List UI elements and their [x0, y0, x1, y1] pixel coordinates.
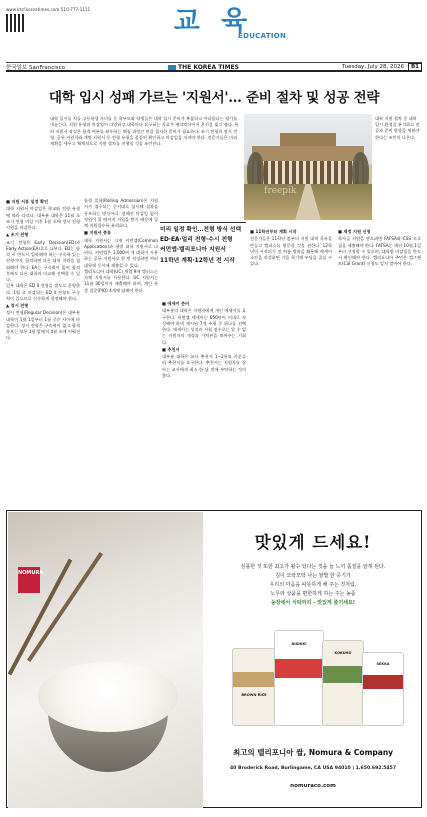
page-number: B1: [408, 63, 422, 71]
bag-band: [233, 672, 275, 687]
photo-caption: 대학 지원 절차 중 대학 입시 환경을 분석하고 전공과 준비 방향을 세워야 한다는 조언이 나온다.: [375, 116, 420, 140]
paragraph: 일부 대학은 ED II 전형을 별도로 운영한다. 1월 초 마감되는 ED II 전형도 구속력이 있으므로 신중하게 결정해야 한다.: [6, 283, 80, 301]
ad-title: 맛있게 드세요!: [254, 533, 372, 552]
rice-bag: [322, 640, 364, 726]
section-heading: ■ 11학년부터 계획 시작: [250, 229, 297, 234]
pullquote-line: 11학년 계획·12학년 전 시작: [160, 257, 235, 264]
ad-body-line: 농장에서 식탁까지 – 맛있게 즐기세요!: [270, 600, 356, 606]
rice-icon: [38, 662, 178, 732]
section-heading: ■ 추천서: [162, 346, 180, 352]
bag-label: SEKKA: [376, 661, 390, 666]
paragraph: 전문가들은 11학년 봄부터 지원 대학 목록을 만들고 캠퍼스를 방문할 것을 권한다. 12학년이 시작되기 전 여름 방학을 활용해 에세이 초안을 작성하면 가을 학기에 부담을 줄일 수 있다.: [250, 236, 332, 267]
paragraph: 조기 전형은 Early Decision(ED)과 Early Action(EA)으로 나뉜다. ED는 합격 시 반드시 입학해야 하는 구속력 있는 전형이며, 합격하면 다른 대학 지원을 철회해야 한다. EA는 구속력이 없어 합격 후에도 다른 대학과 비교해 선택할 수 있다.: [6, 239, 80, 282]
photo-watermark: freepik: [264, 186, 297, 196]
paragraph: 대학 지원서 마감일은 학교와 전형 유형에 따라 다르다. 대부분 대학은 11월 초 조기 전형 마감 이후 1월 초에 정시 전형 지원을 마감한다.: [6, 206, 80, 230]
section-heading: ■ 지원서 종류: [84, 230, 112, 236]
section-heading: ■ 재정 지원 신청: [338, 229, 371, 234]
paper-name: [168, 64, 239, 71]
section-heading: ▲ 정시 전형: [6, 303, 29, 308]
masthead-subtitle: EDUCATION: [238, 32, 287, 40]
masthead-title: 교 육: [173, 6, 254, 37]
paragraph: 학자금 지원을 받으려면 FAFSA와 CSS 프로필을 제출해야 한다. FAFSA는 매년 10월 1일부터 신청할 수 있으며, 대학별 마감일을 반드시 확인해야 한다. 캘리포니아 주민은 캘그랜트(Cal Grant) 신청도 잊지 말아야 한다.: [338, 236, 421, 267]
header-url: www.ktsf.koreatimes.com 510-777-1111: [6, 7, 91, 12]
bag-label: KOKUHO: [334, 651, 352, 656]
bag-band: [275, 659, 323, 678]
dateline: [6, 62, 422, 72]
ad-body-line: 심플한 것 또한 최고가 될수 있다는 것을 늘 느끼 품질을 알게 된다.: [240, 564, 386, 570]
ad-company: 최고의 텔리포니아 쌀, Nomura & Company: [232, 748, 394, 757]
pullquote: [160, 222, 246, 266]
pullquote-line: ED·EA·얼리 전형·수시 전형: [160, 237, 233, 244]
article-column-4: [250, 228, 332, 268]
ad-product-bags: [232, 621, 402, 726]
article-photo: [244, 114, 372, 220]
bag-band: [363, 675, 403, 689]
photo-columns: [254, 161, 362, 184]
paragraph: 롤링 입학(Rolling Admission)은 지원서가 접수되는 순서대로 심사해 결과를 통보하는 방식이다. 정해진 마감일 없이 정원이 찰 때까지 지원을 받기 때문에 일찍 지원할수록 유리하다.: [84, 198, 158, 228]
section-heading: ■ 지원 서류 일정 확인: [6, 199, 49, 204]
ad-address: 40 Broderick Road, Burlingame, CA USA 94010 | 1.650.692.5457: [229, 766, 397, 771]
ad-brand-logo: NOMURA: [18, 567, 40, 593]
rice-bag: [232, 648, 276, 726]
pullquote-line: 커먼앱·캘리포니아 지원서: [160, 247, 226, 254]
paragraph: 정시 전형(Regular Decision)은 대부분 대학이 1월 1일부터 1월 중순 사이에 마감한다. 정시 전형은 구속력이 없고 합격 통보는 보통 3월 말에서 4월 초에 이뤄진다.: [6, 310, 80, 341]
ad-body-line: 김이 모락모락 나는 쌀밥 한 공기가: [275, 573, 351, 579]
bag-label: BROWN RICE: [241, 693, 267, 698]
ad-website-link[interactable]: nomuraco.com: [290, 783, 336, 789]
pullquote-line: 미리 일정 확인…전형 방식 선택: [160, 227, 242, 233]
bag-label: NISHIKI: [291, 642, 307, 647]
paragraph: 대부분의 대학은 지원자에게 개인 에세이를 요구한다. 커먼앱 에세이는 650단어 이내로 작성해야 하며 제시된 7개 주제 중 하나를 선택한다. 에세이는 성적과 시험 점수로는 알 수 없는 지원자의 개성과 가치관을 보여주는 기회다.: [162, 308, 246, 345]
article-column-3: [162, 300, 246, 379]
article-column-1: [6, 198, 80, 342]
ad-rice-photo: [8, 512, 203, 808]
rice-bag: [362, 652, 404, 726]
rice-bag: [274, 630, 324, 726]
paragraph: 캘리포니아 대학(UC) 계열 9개 캠퍼스는 자체 지원서를 사용한다. UC 지원서는 11월 30일까지 제출해야 하며, 개인 통찰 질문(PIQ) 4개에 답해야 한다.: [84, 268, 158, 293]
date-and-page: [342, 63, 422, 71]
issue-date: Tuesday, July 28, 2026: [341, 64, 404, 70]
bag-band: [323, 666, 363, 683]
paragraph: 대학 지원서는 크게 커먼앱(Common Application)과 개별 대학 지원서로 나뉜다. 커먼앱은 1,000여 개 대학이 사용하는 공통 지원서로 한 번 작성하면 여러 대학에 동시에 제출할 수 있다.: [84, 237, 158, 268]
article-column-5: [338, 228, 421, 268]
section-heading: ■ 에세이 준비: [162, 301, 190, 306]
article-lede: 대학 입시를 치를 고등학생 자녀를 둔 학부모와 학생들은 대학 입시 준비가 복잡하고 까다롭다는 평가를 내놓는다. 지원 유형과 마감일이 다양하고 대학마다 요구하는 자료가 제각각이어서 혼선을 빚기 쉽다. 특히 지원서 작성은 합격 여부를 좌우하는 핵심 과정인 만큼 철저한 준비가 필요하다. 조기 전형과 정시 전형, 공통 지원서와 개별 지원서 등 전형 유형을 꼼꼼히 확인하고 마감일을 지켜야 한다. 전문가들은 미리 계획을 세우고 체계적으로 지원 절차를 진행할 것을 조언한다.: [50, 116, 239, 147]
paper-name-text: THE KOREA TIMES: [178, 63, 239, 71]
edition-label: 한국일보 SanFrancisco: [6, 65, 66, 71]
paragraph: 대부분 대학은 교사 추천서 1~2통과 카운슬러 추천서를 요구한다. 추천서는 지원자를 잘 아는 교사에게 최소 한 달 전에 부탁하는 것이 좋다.: [162, 354, 246, 378]
ad-body-line: 노무라 상품을 편한하게 하는 주는 농품: [270, 591, 356, 597]
masthead: [0, 6, 427, 38]
section-heading: ▲ 조기 전형: [6, 232, 29, 238]
ad-body-line: 우리의 마음을 따뜻하게 해 주는 것처럼,: [269, 582, 357, 588]
flag-icon: [168, 65, 176, 70]
rice-advertisement[interactable]: [6, 510, 422, 808]
article-column-2: [84, 198, 158, 294]
article-headline: 대학 입시 성패 가르는 '지원서'… 준비 절차 및 성공 전략: [48, 90, 380, 106]
ad-body: [212, 563, 414, 608]
